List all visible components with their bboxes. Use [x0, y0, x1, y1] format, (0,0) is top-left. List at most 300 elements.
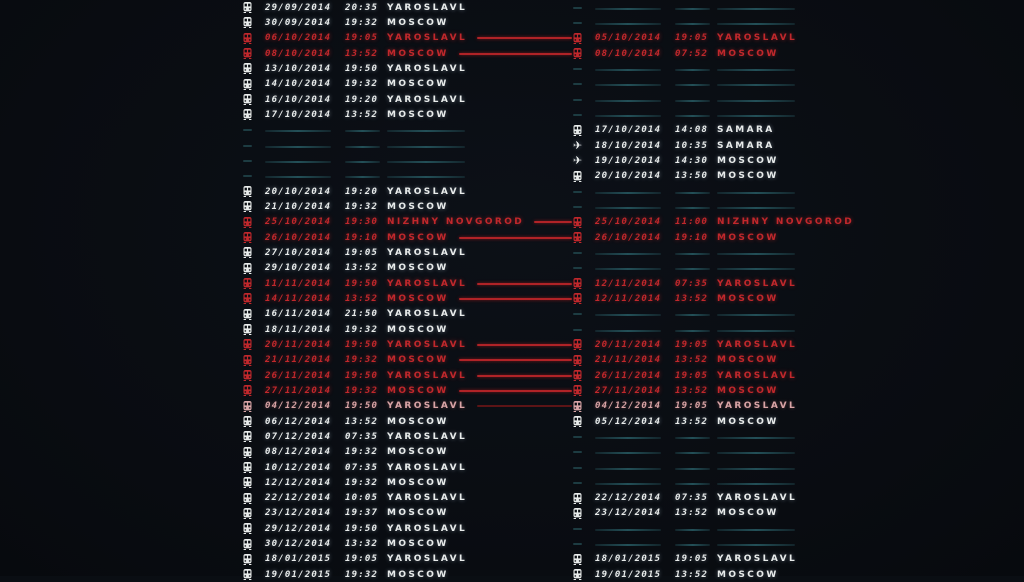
placeholder-dash [243, 129, 252, 131]
placeholder-line [717, 192, 795, 194]
trip-city: YAROSLAVL [717, 554, 798, 565]
trip-city: MOSCOW [387, 447, 449, 458]
placeholder-line [675, 84, 710, 86]
placeholder-date-slot [595, 18, 675, 28]
trip-city: MOSCOW [717, 416, 779, 427]
trip-row [243, 215, 572, 230]
train-icon [243, 462, 252, 473]
placeholder-date-slot [265, 141, 345, 151]
train-icon [243, 48, 252, 59]
placeholder-date-slot [595, 263, 675, 273]
placeholder-row [573, 445, 873, 460]
train-icon [573, 339, 582, 350]
trip-row [243, 399, 572, 414]
connector-line [477, 344, 572, 346]
train-icon [243, 447, 252, 458]
train-icon [243, 33, 252, 44]
train-icon [573, 493, 582, 504]
placeholder-line [675, 253, 710, 255]
trip-date: 21/11/2014 [595, 355, 662, 366]
placeholder-date-slot [595, 79, 675, 89]
train-icon [243, 493, 252, 504]
trip-date: 19/10/2014 [595, 155, 662, 166]
trip-city: MOSCOW [717, 171, 779, 182]
placeholder-line [595, 314, 661, 316]
trip-row [243, 445, 572, 460]
placeholder-time-slot [675, 478, 717, 488]
connector-line [477, 375, 572, 377]
trip-city: MOSCOW [717, 385, 779, 396]
placeholder-line [387, 146, 465, 148]
placeholder-time-slot [675, 95, 717, 105]
trip-date: 11/11/2014 [265, 278, 332, 289]
placeholder-dash [573, 191, 582, 193]
placeholder-line [717, 207, 795, 209]
trip-date: 10/12/2014 [265, 462, 332, 473]
trip-row [243, 567, 572, 582]
trip-date: 07/12/2014 [265, 431, 332, 442]
placeholder-time-slot [345, 125, 387, 135]
placeholder-city-slot [717, 432, 795, 442]
trip-city: MOSCOW [387, 48, 449, 59]
placeholder-icon-slot [573, 99, 595, 101]
placeholder-line [675, 115, 710, 117]
placeholder-line [717, 100, 795, 102]
trip-city: YAROSLAVL [387, 247, 468, 258]
placeholder-line [595, 452, 661, 454]
trip-time: 13:52 [345, 293, 379, 304]
trip-time: 07:35 [675, 278, 709, 289]
placeholder-line [717, 253, 795, 255]
trip-date: 08/10/2014 [595, 48, 662, 59]
placeholder-row [573, 15, 873, 30]
placeholder-line [717, 8, 795, 10]
trip-time: 19:05 [345, 33, 379, 44]
trip-row [573, 230, 873, 245]
trip-time: 19:10 [675, 232, 709, 243]
trip-time: 14:08 [675, 125, 709, 136]
trip-date: 18/11/2014 [265, 324, 332, 335]
placeholder-date-slot [595, 309, 675, 319]
placeholder-time-slot [675, 64, 717, 74]
placeholder-dash [573, 436, 582, 438]
train-icon [243, 232, 252, 243]
placeholder-line [595, 437, 661, 439]
trip-city: MOSCOW [717, 569, 779, 580]
train-icon [573, 569, 582, 580]
placeholder-icon-slot [573, 313, 595, 315]
trip-time: 19:32 [345, 79, 379, 90]
trip-time: 14:30 [675, 155, 709, 166]
train-icon [573, 508, 582, 519]
trip-row [243, 521, 572, 536]
placeholder-line [675, 314, 710, 316]
placeholder-city-slot [717, 524, 795, 534]
placeholder-date-slot [595, 524, 675, 534]
plane-icon: ✈ [573, 154, 583, 168]
train-icon [243, 401, 252, 412]
placeholder-row [573, 184, 873, 199]
placeholder-line [265, 161, 331, 163]
train-icon [573, 370, 582, 381]
placeholder-line [345, 161, 380, 163]
trip-city: YAROSLAVL [717, 33, 798, 44]
train-icon [243, 94, 252, 105]
placeholder-line [675, 23, 710, 25]
trip-time: 13:52 [345, 109, 379, 120]
trip-city: NIZHNY NOVGOROD [387, 217, 525, 228]
trip-date: 20/11/2014 [595, 339, 662, 350]
trip-city: MOSCOW [387, 293, 449, 304]
placeholder-line [595, 529, 661, 531]
trip-time: 19:50 [345, 339, 379, 350]
placeholder-line [675, 468, 710, 470]
trip-time: 19:05 [675, 401, 709, 412]
train-icon [573, 293, 582, 304]
trip-city: MOSCOW [717, 355, 779, 366]
placeholder-line [717, 468, 795, 470]
train-icon [243, 523, 252, 534]
trip-date: 27/11/2014 [595, 385, 662, 396]
placeholder-city-slot [717, 110, 795, 120]
placeholder-icon-slot [243, 129, 265, 131]
placeholder-city-slot [717, 447, 795, 457]
placeholder-icon-slot [573, 267, 595, 269]
trip-time: 20:35 [345, 2, 379, 13]
trip-row [243, 475, 572, 490]
trip-date: 25/10/2014 [595, 217, 662, 228]
placeholder-line [675, 452, 710, 454]
trip-row [243, 291, 572, 306]
trip-time: 10:05 [345, 493, 379, 504]
trip-date: 26/10/2014 [595, 232, 662, 243]
placeholder-line [345, 176, 380, 178]
placeholder-row [243, 153, 572, 168]
placeholder-line [595, 468, 661, 470]
trip-time: 13:52 [675, 355, 709, 366]
trip-city: MOSCOW [387, 17, 449, 28]
placeholder-city-slot [717, 18, 795, 28]
trip-city: YAROSLAVL [387, 63, 468, 74]
trip-date: 26/10/2014 [265, 232, 332, 243]
trip-row [573, 153, 873, 168]
trip-row [243, 383, 572, 398]
train-icon [243, 278, 252, 289]
trip-row [243, 230, 572, 245]
departures-column [243, 0, 572, 582]
connector-line [459, 298, 572, 300]
trip-date: 12/11/2014 [595, 293, 662, 304]
placeholder-dash [573, 206, 582, 208]
placeholder-city-slot [717, 309, 795, 319]
placeholder-row [573, 92, 873, 107]
trip-row [573, 215, 873, 230]
trip-date: 08/10/2014 [265, 48, 332, 59]
trip-date: 04/12/2014 [595, 401, 662, 412]
trip-time: 19:10 [345, 232, 379, 243]
trip-row [243, 61, 572, 76]
placeholder-dash [573, 68, 582, 70]
trip-row [573, 31, 873, 46]
connector-line [459, 237, 572, 239]
trip-time: 13:52 [345, 416, 379, 427]
placeholder-line [595, 100, 661, 102]
placeholder-dash [573, 329, 582, 331]
placeholder-row [243, 138, 572, 153]
trip-time: 11:00 [675, 217, 709, 228]
arrivals-column [573, 0, 873, 582]
trip-date: 12/12/2014 [265, 477, 332, 488]
placeholder-line [717, 437, 795, 439]
placeholder-dash [573, 543, 582, 545]
trip-time: 19:50 [345, 63, 379, 74]
trip-row [243, 536, 572, 551]
trip-row [573, 46, 873, 61]
connector-line [477, 405, 572, 407]
placeholder-dash [573, 467, 582, 469]
trip-time: 19:05 [675, 554, 709, 565]
train-icon [243, 186, 252, 197]
placeholder-row [573, 0, 873, 15]
trip-time: 10:35 [675, 140, 709, 151]
trip-date: 05/12/2014 [595, 416, 662, 427]
train-icon [573, 48, 582, 59]
trip-time: 13:52 [675, 508, 709, 519]
train-icon [243, 385, 252, 396]
trip-row [573, 552, 873, 567]
placeholder-city-slot [717, 463, 795, 473]
train-icon [573, 554, 582, 565]
trip-city: YAROSLAVL [717, 401, 798, 412]
trip-city: YAROSLAVL [387, 33, 468, 44]
train-icon [573, 217, 582, 228]
trip-date: 27/10/2014 [265, 247, 332, 258]
trip-date: 14/10/2014 [265, 79, 332, 90]
placeholder-line [595, 69, 661, 71]
placeholder-icon-slot [573, 252, 595, 254]
trip-time: 19:05 [675, 33, 709, 44]
trip-time: 19:32 [345, 17, 379, 28]
train-icon [243, 79, 252, 90]
placeholder-icon-slot [573, 543, 595, 545]
trip-time: 07:52 [675, 48, 709, 59]
placeholder-row [573, 475, 873, 490]
connector-line [459, 53, 572, 55]
trip-city: MOSCOW [387, 539, 449, 550]
placeholder-line [717, 84, 795, 86]
trip-time: 19:05 [345, 247, 379, 258]
trip-city: MOSCOW [717, 293, 779, 304]
placeholder-icon-slot [243, 160, 265, 162]
placeholder-line [595, 330, 661, 332]
placeholder-line [595, 84, 661, 86]
trip-time: 07:35 [345, 462, 379, 473]
placeholder-line [675, 268, 710, 270]
placeholder-time-slot [345, 141, 387, 151]
placeholder-line [675, 69, 710, 71]
trip-row [243, 107, 572, 122]
trip-row [243, 245, 572, 260]
trip-row [243, 506, 572, 521]
train-icon [243, 416, 252, 427]
trip-city: YAROSLAVL [387, 370, 468, 381]
trip-time: 19:32 [345, 201, 379, 212]
placeholder-date-slot [595, 463, 675, 473]
trip-city: MOSCOW [717, 508, 779, 519]
trip-city: MOSCOW [387, 324, 449, 335]
trip-row [243, 368, 572, 383]
placeholder-row [573, 107, 873, 122]
trip-city: MOSCOW [387, 232, 449, 243]
placeholder-date-slot [595, 478, 675, 488]
train-icon [573, 278, 582, 289]
placeholder-icon-slot [573, 467, 595, 469]
train-icon [243, 247, 252, 258]
trip-city: YAROSLAVL [387, 186, 468, 197]
trip-date: 20/11/2014 [265, 339, 332, 350]
trip-row [243, 199, 572, 214]
trip-time: 19:20 [345, 94, 379, 105]
placeholder-line [717, 268, 795, 270]
trip-date: 26/11/2014 [265, 370, 332, 381]
train-icon [573, 171, 582, 182]
placeholder-icon-slot [573, 22, 595, 24]
placeholder-line [387, 161, 465, 163]
placeholder-icon-slot [573, 114, 595, 116]
placeholder-line [675, 330, 710, 332]
placeholder-row [573, 261, 873, 276]
trip-time: 19:32 [345, 569, 379, 580]
placeholder-line [717, 452, 795, 454]
trip-time: 19:30 [345, 217, 379, 228]
placeholder-city-slot [717, 79, 795, 89]
trip-row [243, 92, 572, 107]
trip-row [573, 169, 873, 184]
trip-row [243, 353, 572, 368]
placeholder-city-slot [717, 3, 795, 13]
train-icon [243, 217, 252, 228]
trip-time: 19:50 [345, 523, 379, 534]
trip-date: 27/11/2014 [265, 385, 332, 396]
placeholder-time-slot [675, 263, 717, 273]
trip-time: 19:37 [345, 508, 379, 519]
trip-city: YAROSLAVL [387, 493, 468, 504]
placeholder-row [573, 536, 873, 551]
placeholder-line [387, 130, 465, 132]
trip-city: YAROSLAVL [717, 370, 798, 381]
trip-time: 19:32 [345, 447, 379, 458]
trip-row [573, 491, 873, 506]
trip-time: 19:05 [675, 370, 709, 381]
placeholder-line [595, 23, 661, 25]
placeholder-line [595, 192, 661, 194]
placeholder-city-slot [717, 202, 795, 212]
placeholder-time-slot [675, 110, 717, 120]
train-icon [243, 17, 252, 28]
placeholder-time-slot [675, 79, 717, 89]
train-icon [573, 355, 582, 366]
trip-row [243, 491, 572, 506]
trip-row [573, 353, 873, 368]
trip-date: 20/10/2014 [265, 186, 332, 197]
placeholder-row [573, 245, 873, 260]
trip-time: 19:32 [345, 385, 379, 396]
trip-city: SAMARA [717, 140, 775, 151]
trip-city: YAROSLAVL [387, 401, 468, 412]
placeholder-line [345, 146, 380, 148]
trip-date: 14/11/2014 [265, 293, 332, 304]
trip-row [243, 322, 572, 337]
connector-line [459, 390, 572, 392]
trip-date: 04/12/2014 [265, 401, 332, 412]
placeholder-line [675, 8, 710, 10]
placeholder-time-slot [675, 187, 717, 197]
trip-time: 13:52 [675, 385, 709, 396]
placeholder-date-slot [595, 432, 675, 442]
placeholder-icon-slot [573, 451, 595, 453]
trip-city: YAROSLAVL [387, 309, 468, 320]
placeholder-line [717, 115, 795, 117]
trip-date: 06/12/2014 [265, 416, 332, 427]
trip-date: 18/10/2014 [595, 140, 662, 151]
placeholder-date-slot [595, 110, 675, 120]
trip-city: YAROSLAVL [387, 339, 468, 350]
trip-time: 21:50 [345, 309, 379, 320]
trip-city: YAROSLAVL [387, 462, 468, 473]
placeholder-time-slot [675, 539, 717, 549]
trip-row [243, 552, 572, 567]
trip-city: MOSCOW [387, 79, 449, 90]
trip-row [243, 337, 572, 352]
placeholder-city-slot [717, 187, 795, 197]
trip-time: 13:32 [345, 539, 379, 550]
connector-line [477, 37, 572, 39]
trip-row [243, 184, 572, 199]
placeholder-icon-slot [573, 482, 595, 484]
trip-city: YAROSLAVL [717, 278, 798, 289]
trip-row [243, 77, 572, 92]
trip-row [243, 276, 572, 291]
trip-city: YAROSLAVL [387, 278, 468, 289]
placeholder-time-slot [675, 248, 717, 258]
placeholder-dash [243, 160, 252, 162]
placeholder-row [573, 77, 873, 92]
trip-date: 13/10/2014 [265, 63, 332, 74]
trip-city: MOSCOW [717, 155, 779, 166]
trip-date: 19/01/2015 [265, 569, 332, 580]
placeholder-date-slot [595, 187, 675, 197]
trip-time: 19:05 [675, 339, 709, 350]
trip-date: 21/10/2014 [265, 201, 332, 212]
trip-date: 29/12/2014 [265, 523, 332, 534]
trip-city: MOSCOW [387, 201, 449, 212]
placeholder-line [717, 314, 795, 316]
train-icon [243, 263, 252, 274]
trip-date: 21/11/2014 [265, 355, 332, 366]
trip-date: 25/10/2014 [265, 217, 332, 228]
placeholder-dash [573, 313, 582, 315]
trip-row [573, 337, 873, 352]
placeholder-line [387, 176, 465, 178]
connector-line [459, 359, 572, 361]
trip-city: SAMARA [717, 125, 775, 136]
trip-date: 08/12/2014 [265, 447, 332, 458]
placeholder-line [595, 483, 661, 485]
trip-time: 19:32 [345, 355, 379, 366]
placeholder-city-slot [717, 539, 795, 549]
placeholder-city-slot [387, 125, 465, 135]
train-icon [243, 477, 252, 488]
